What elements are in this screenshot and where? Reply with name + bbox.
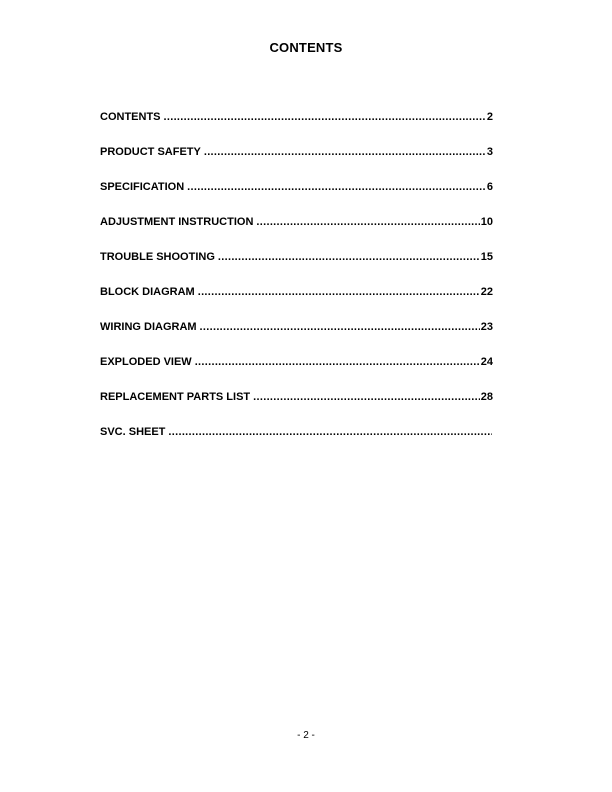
dot-leader [218,251,480,263]
dot-leader [256,216,479,228]
toc-entry-label: ADJUSTMENT INSTRUCTION [100,216,254,228]
toc-entry-page: 23 [480,321,493,333]
toc-entry-page: 6 [486,181,493,193]
dot-leader [198,286,480,298]
toc-entry-page: 22 [480,286,493,298]
toc-entry-label: WIRING DIAGRAM [100,321,197,333]
toc-entry-specification[interactable] [100,181,493,216]
toc-entry-page: 15 [480,251,493,263]
toc-entry-trouble-shooting[interactable] [100,251,493,286]
page-title: CONTENTS [269,40,343,55]
toc-entry-label: SVC. SHEET [100,426,166,438]
toc-entry-wiring-diagram[interactable] [100,321,493,356]
page-number: - 2 - [297,730,315,741]
toc-entry-page: 3 [486,146,493,158]
toc-entry-adjustment-instruction[interactable] [100,216,493,251]
toc-entry-label: PRODUCT SAFETY [100,146,201,158]
toc-entry-page: 24 [480,356,493,368]
dot-leader [200,321,480,333]
dot-leader [204,146,486,158]
toc-entry-label: BLOCK DIAGRAM [100,286,195,298]
toc-entry-exploded-view[interactable] [100,356,493,391]
toc-entry-block-diagram[interactable] [100,286,493,321]
toc-entry-replacement-parts-list[interactable] [100,391,493,426]
toc-entry-svc-sheet[interactable] [100,426,493,461]
dot-leader [253,391,480,403]
toc-entry-page: 2 [486,111,493,123]
dot-leader [187,181,486,193]
dot-leader [168,426,492,438]
dot-leader [164,111,486,123]
dot-leader [195,356,480,368]
toc-entry-product-safety[interactable] [100,146,493,181]
toc-entry-label: TROUBLE SHOOTING [100,251,215,263]
table-of-contents [100,111,493,461]
toc-entry-contents[interactable] [100,111,493,146]
toc-entry-page: 28 [480,391,493,403]
toc-entry-label: REPLACEMENT PARTS LIST [100,391,251,403]
toc-entry-label: CONTENTS [100,111,161,123]
toc-entry-label: EXPLODED VIEW [100,356,192,368]
toc-entry-page: 10 [480,216,493,228]
toc-entry-label: SPECIFICATION [100,181,185,193]
